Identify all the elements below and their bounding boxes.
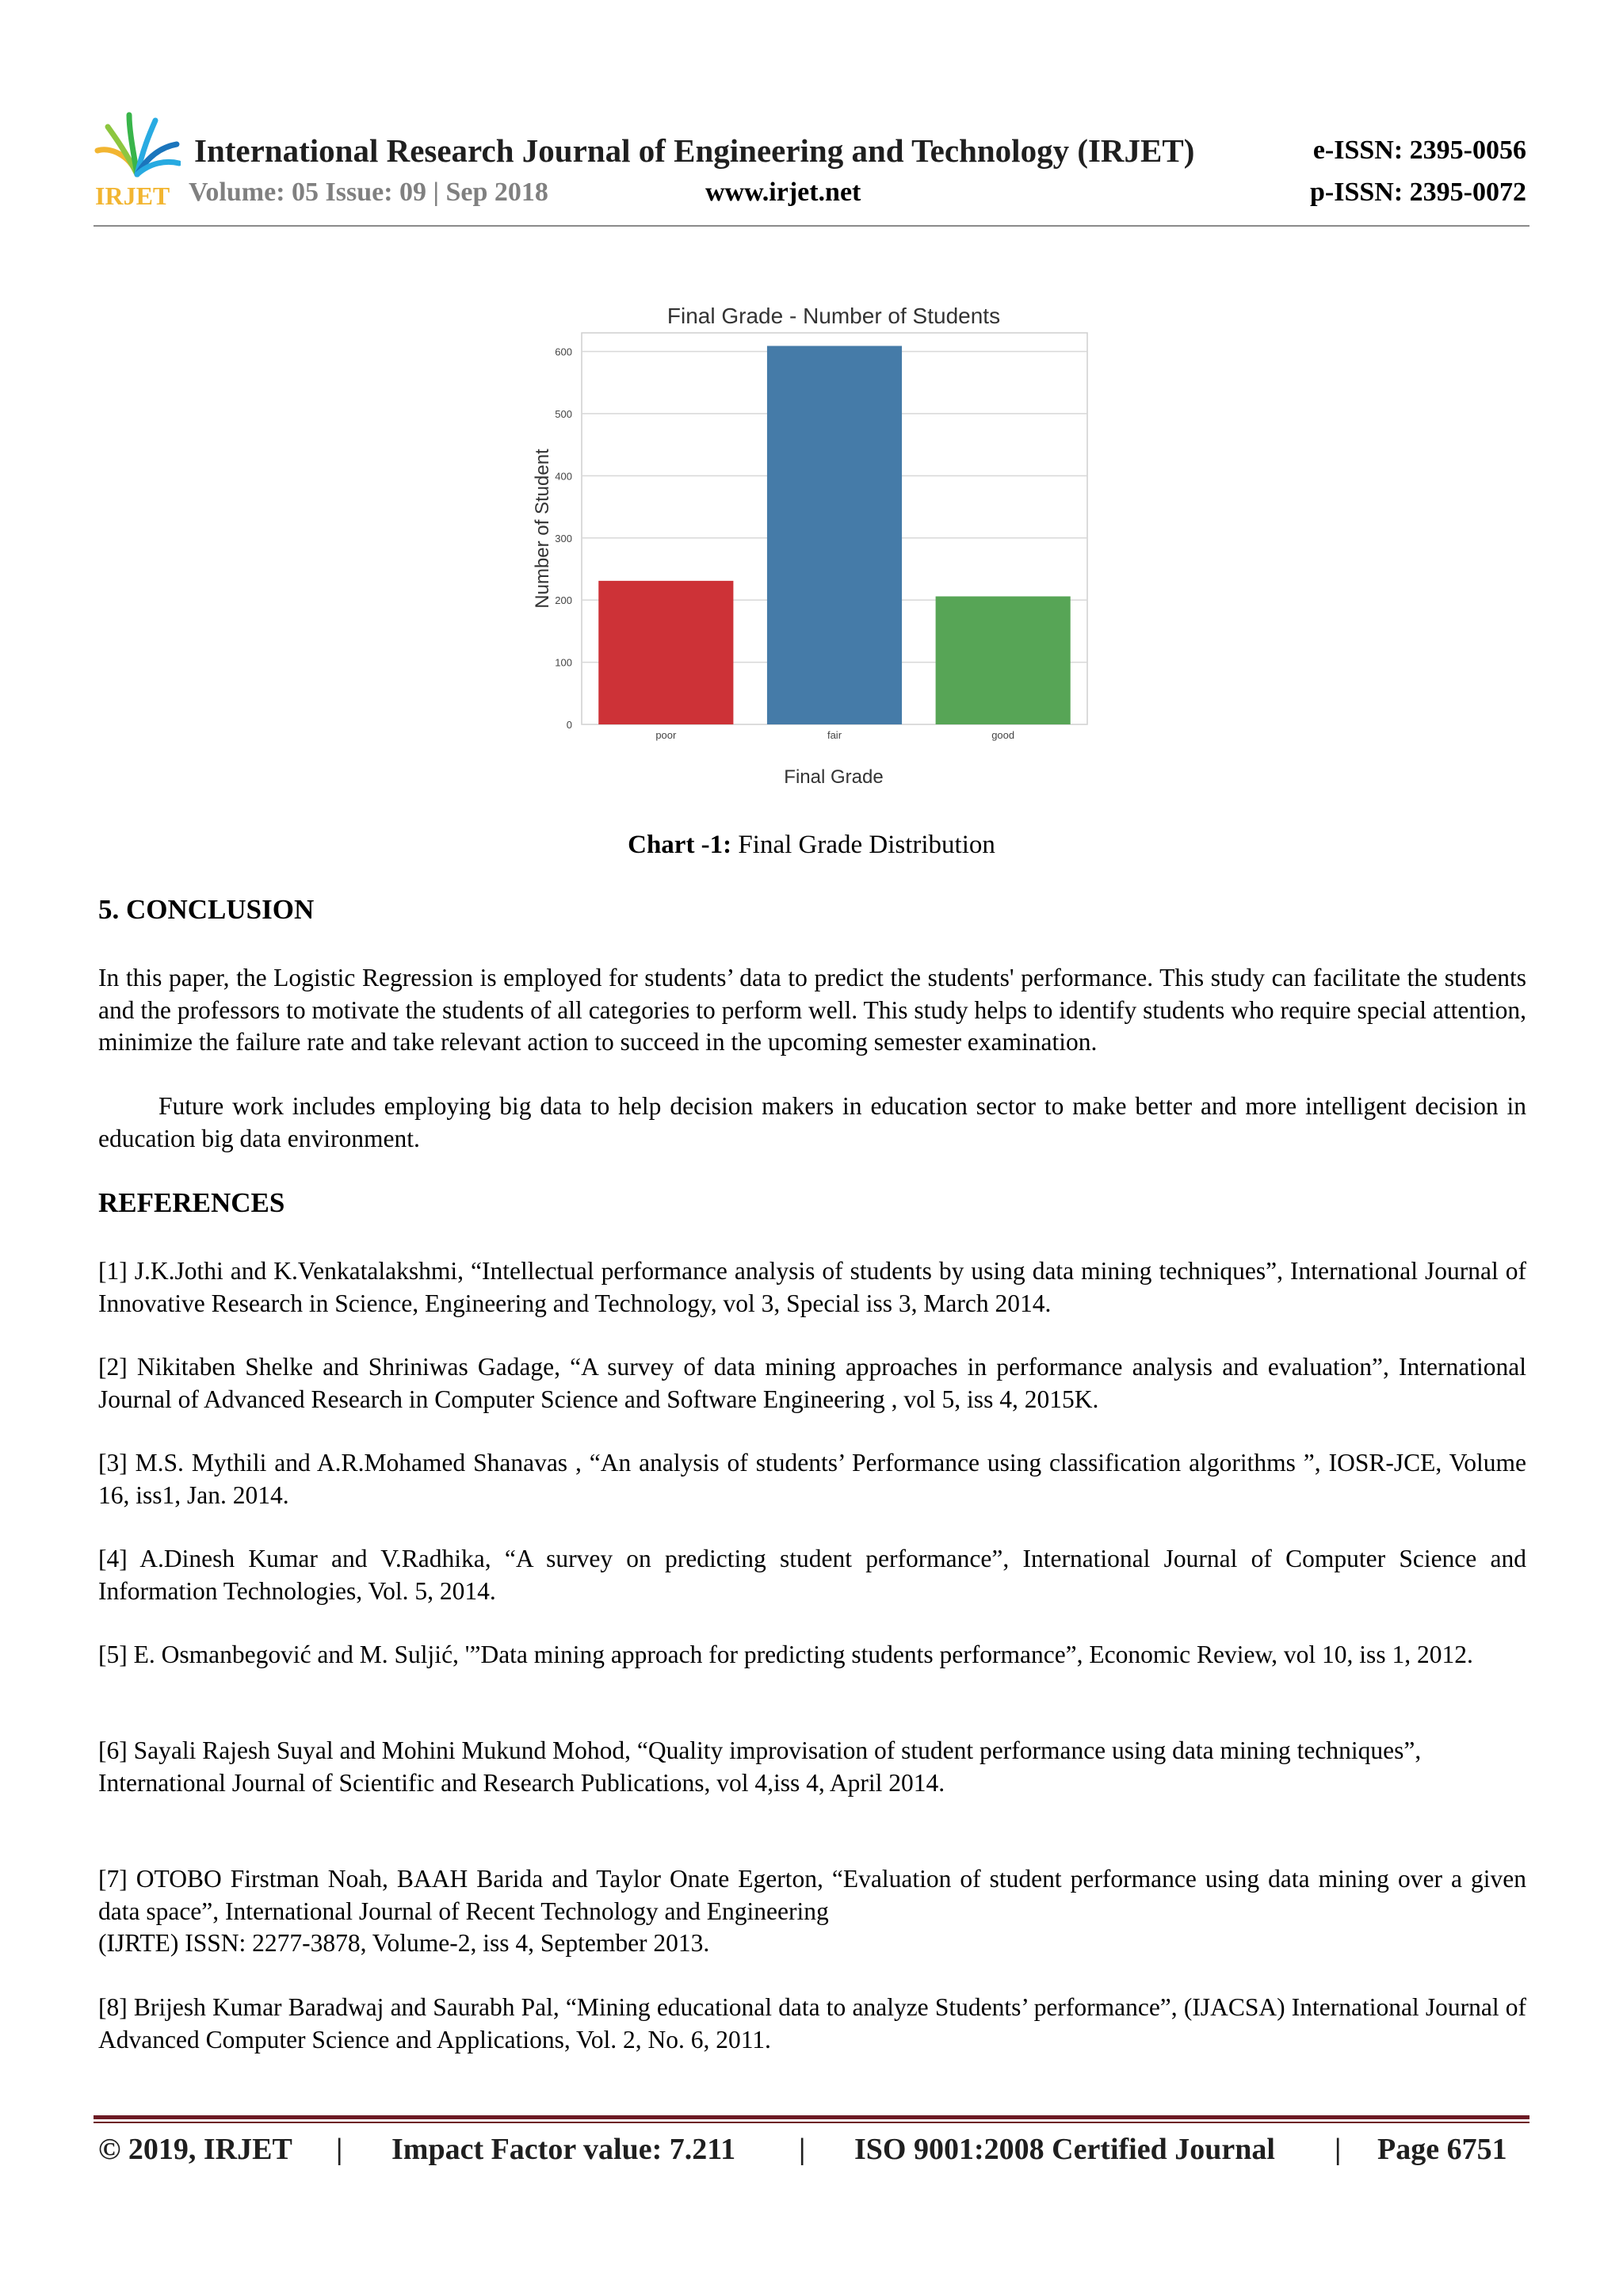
y-tick-label: 300 [555,532,572,544]
y-tick-label: 500 [555,407,572,420]
volume-issue: Volume: 05 Issue: 09 | Sep 2018 [189,178,548,207]
reference-item: [4] A.Dinesh Kumar and V.Radhika, “A survey on predicting student performance”, International Journal of Computer Science and Information Technologies, Vol. 5, 2014. [98,1545,1526,1605]
p-issn: p-ISSN: 2395-0072 [1310,178,1526,207]
reference-line: [6] Sayali Rajesh Suyal and Mohini Mukund Mohod, “Quality improvisation of student performance using data mining techniques”, [98,1736,1422,1764]
footer-divider [94,2115,1529,2119]
reference-item: [3] M.S. Mythili and A.R.Mohamed Shanavas , “An analysis of students’ Performance using classification algorithms ”, IOSR-JCE, Volume 16, iss1, Jan. 2014. [98,1449,1526,1509]
reference-line: International Journal of Scientific and Research Publications, vol 4,iss 4, April 2014. [98,1768,945,1797]
x-tick-label: good [991,729,1015,741]
y-tick-label: 200 [555,594,572,607]
caption-text: Final Grade Distribution [731,831,995,859]
footer-separator: | [799,2133,806,2166]
reference-item: [1] J.K.Jothi and K.Venkatalakshmi, “Intellectual performance analysis of students by using data mining techniques”, International Journal of Innovative Research in Science, Engineering and Technology, vol 3, Special iss 3, March 2014. [98,1257,1526,1317]
x-tick-label: fair [827,729,842,741]
reference-item: [2] Nikitaben Shelke and Shriniwas Gadage, “A survey of data mining approaches in performance analysis and evaluation”, International Journal of Advanced Research in Computer Science and Software Engineering , vol 5, iss 4, 2015K. [98,1353,1526,1413]
conclusion-paragraph-1: In this paper, the Logistic Regression is employed for students’ data to predict the students' performance. This study can facilitate the students and the professors to motivate the students of all categories to perform well. This study helps to identify students who require special attention, minimize the failure rate and take relevant action to succeed in the upcoming semester examination. [98,964,1526,1056]
header-divider [94,225,1529,227]
footer-separator: | [336,2133,343,2166]
footer-copyright: © 2019, IRJET [98,2133,292,2166]
x-axis-label: Final Grade [784,766,884,788]
conclusion-heading: 5. CONCLUSION [98,894,315,925]
journal-website: www.irjet.net [705,178,861,207]
bar-poor [598,581,733,724]
e-issn: e-ISSN: 2395-0056 [1312,136,1526,165]
footer-impact-factor: Impact Factor value: 7.211 [391,2133,736,2166]
footer-page-number: Page 6751 [1377,2133,1507,2166]
y-axis-label: Number of Student [532,449,553,609]
journal-title: International Research Journal of Engineering and Technology (IRJET) [194,132,1195,169]
reference-item: [8] Brijesh Kumar Baradwaj and Saurabh Pal, “Mining educational data to analyze Students’ performance”, (IJACSA) International Journal of Advanced Computer Science and Applications, Vol. 2, No. 6, 2011. [98,1993,1526,2053]
reference-item: [5] E. Osmanbegović and M. Suljić, '”Data mining approach for predicting students performance”, Economic Review, vol 10, iss 1, 2012. [98,1641,1473,1668]
y-tick-label: 0 [566,719,572,731]
reference-line: [7] OTOBO Firstman Noah, BAAH Barida and Taylor Onate Egerton, “Evaluation of student performance using data mining over a given data space”, International Journal of Recent Technology and Engineering [98,1865,1526,1925]
y-tick-label: 400 [555,470,572,483]
reference-item [98,1735,1526,1799]
footer-iso: ISO 9001:2008 Certified Journal [854,2133,1275,2166]
y-tick-label: 100 [555,656,572,669]
logo-text: IRJET [95,181,170,210]
bar-good [936,596,1071,724]
conclusion-paragraph-2: Future work includes employing big data to help decision makers in education sector to make better and more intelligent decision in education big data environment. [98,1092,1526,1152]
chart-caption [0,831,1623,860]
references-heading: REFERENCES [98,1187,285,1218]
footer-divider-thin [94,2122,1529,2123]
reference-item [98,1863,1526,1960]
irjet-logo [94,111,181,210]
caption-label: Chart -1: [628,831,732,859]
chart-title: Final Grade - Number of Students [666,304,1001,328]
x-tick-label: poor [655,729,677,741]
y-tick-label: 600 [555,346,572,358]
final-grade-chart [515,293,1109,797]
footer-separator: | [1335,2133,1342,2166]
reference-line: (IJRTE) ISSN: 2277-3878, Volume-2, iss 4, September 2013. [98,1929,710,1957]
bar-fair [767,346,902,724]
